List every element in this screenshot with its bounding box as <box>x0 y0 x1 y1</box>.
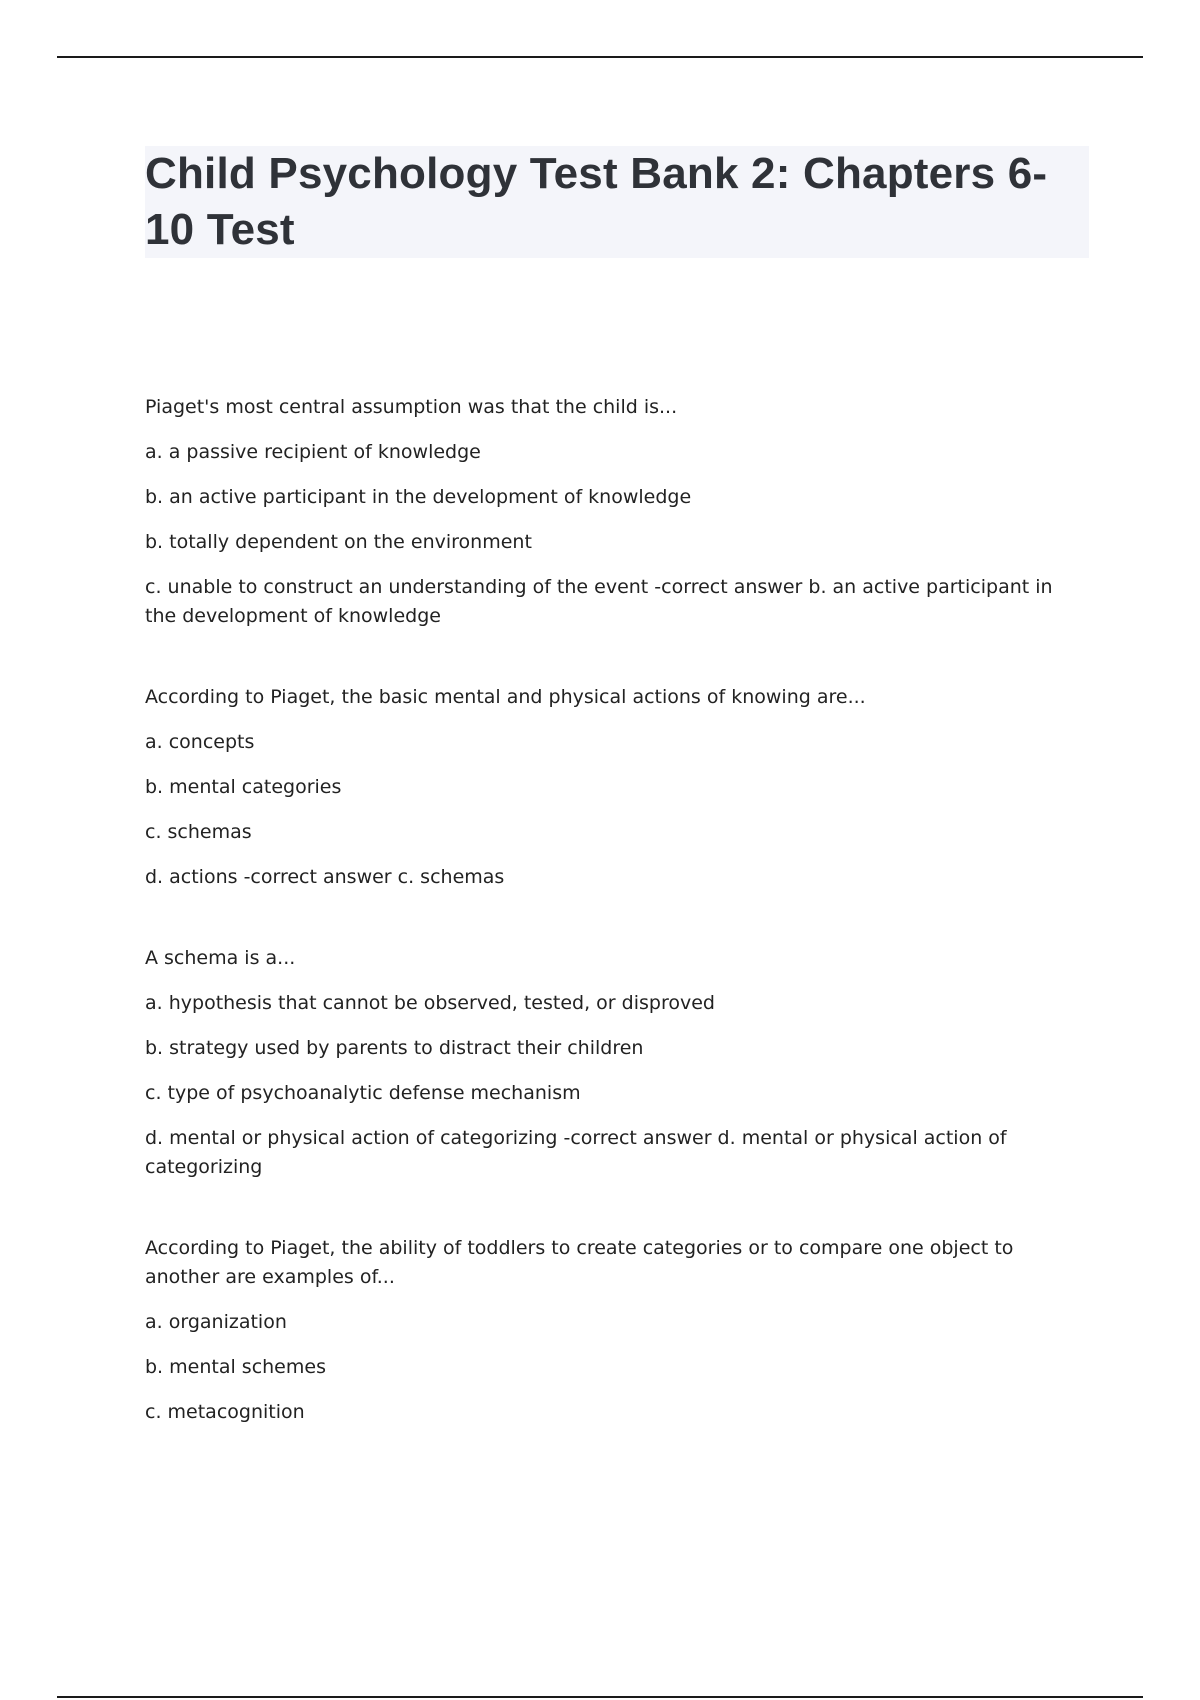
question-list <box>145 393 1085 1479</box>
question-4-option-c: c. metacognition <box>145 1401 305 1423</box>
title-block <box>145 146 1089 258</box>
question-3 <box>145 944 1085 1182</box>
question-4-prompt: According to Piaget, the ability of toddlers to create categories or to compare one object to another are examples of... <box>145 1237 1014 1288</box>
question-4-option-b: b. mental schemes <box>145 1356 326 1378</box>
question-1 <box>145 393 1085 631</box>
question-2-option-d-answer: d. actions -correct answer c. schemas <box>145 866 505 888</box>
question-3-option-c: c. type of psychoanalytic defense mechanism <box>145 1082 581 1104</box>
question-1-prompt: Piaget's most central assumption was that the child is... <box>145 396 678 418</box>
bottom-rule <box>57 1696 1143 1698</box>
question-2-option-c: c. schemas <box>145 821 252 843</box>
question-1-option-b: b. an active participant in the development of knowledge <box>145 486 692 508</box>
document-title: Child Psychology Test Bank 2: Chapters 6-10 Test <box>145 149 1048 254</box>
question-1-option-a: a. a passive recipient of knowledge <box>145 441 481 463</box>
question-2-option-b: b. mental categories <box>145 776 342 798</box>
question-3-option-d-answer: d. mental or physical action of categorizing -correct answer d. mental or physical action of categorizing <box>145 1127 1007 1178</box>
question-1-option-b2: b. totally dependent on the environment <box>145 531 532 553</box>
top-rule <box>57 56 1143 58</box>
question-1-option-c-answer: c. unable to construct an understanding of the event -correct answer b. an active participant in the development of knowledge <box>145 576 1053 627</box>
question-4 <box>145 1234 1085 1427</box>
question-3-option-b: b. strategy used by parents to distract their children <box>145 1037 644 1059</box>
question-2 <box>145 683 1085 892</box>
question-3-prompt: A schema is a... <box>145 947 296 969</box>
question-2-option-a: a. concepts <box>145 731 255 753</box>
question-3-option-a: a. hypothesis that cannot be observed, tested, or disproved <box>145 992 715 1014</box>
question-2-prompt: According to Piaget, the basic mental and physical actions of knowing are... <box>145 686 866 708</box>
question-4-option-a: a. organization <box>145 1311 287 1333</box>
